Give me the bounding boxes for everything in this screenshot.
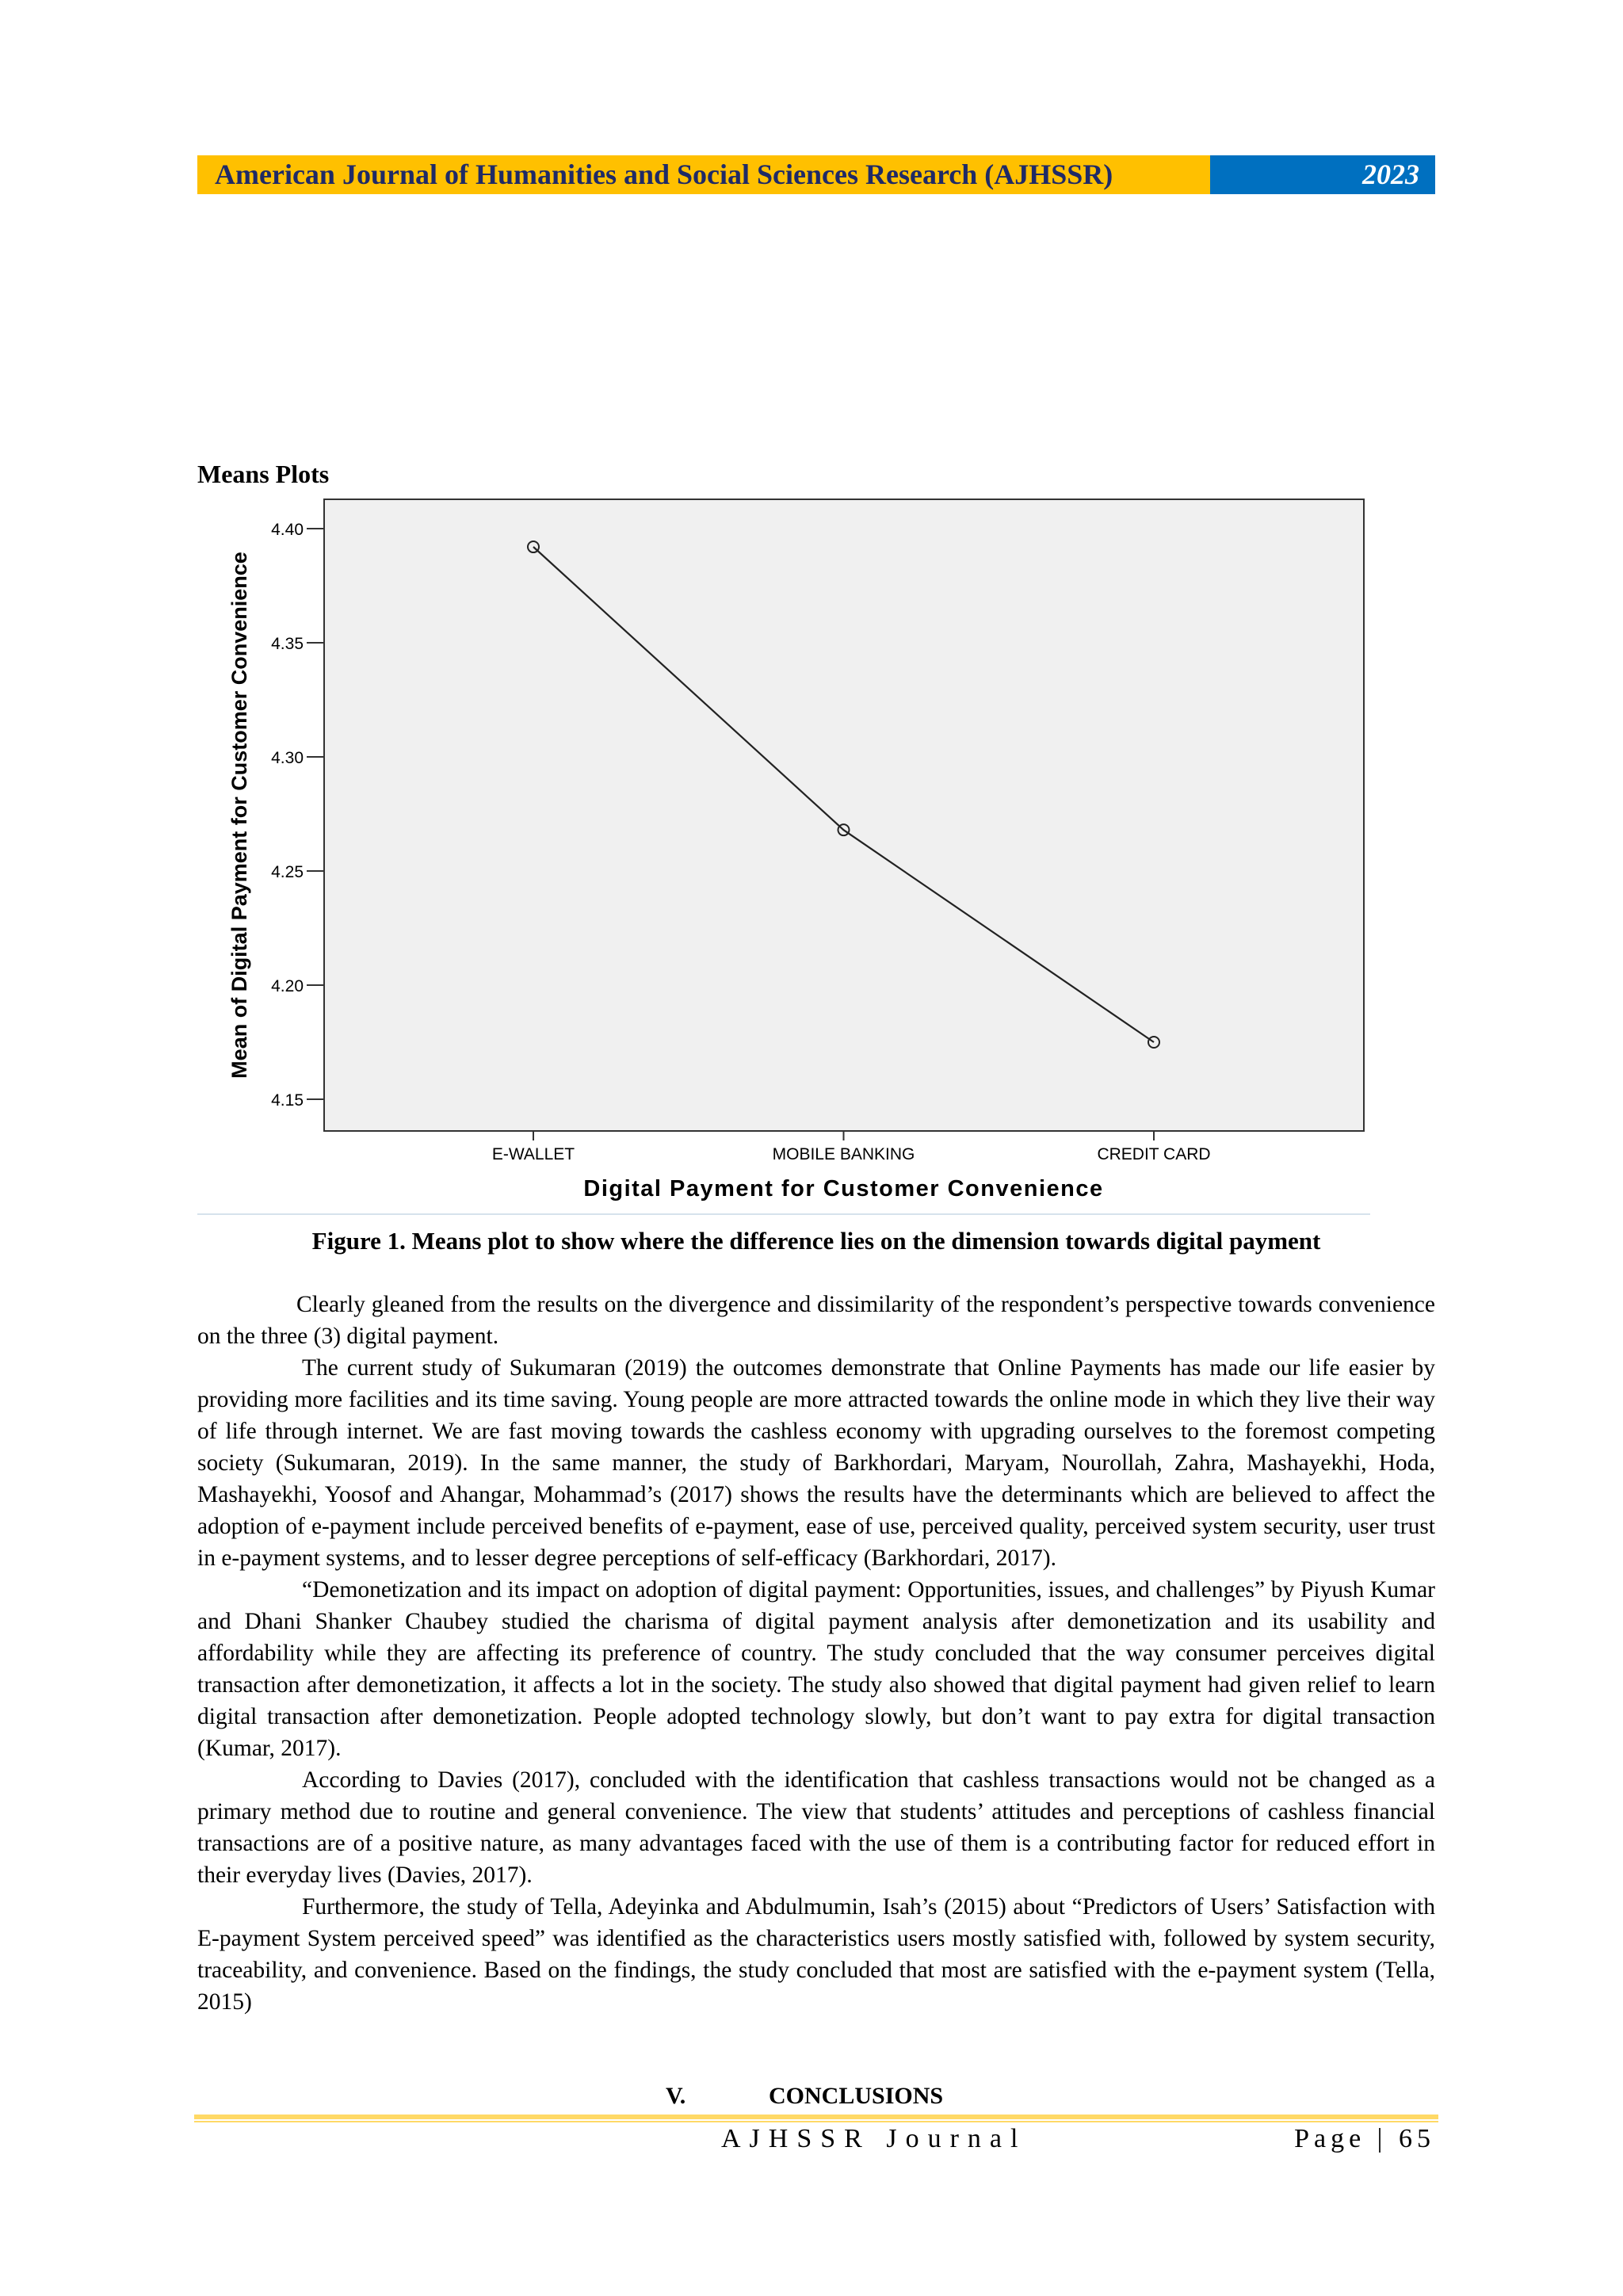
figure-caption: Figure 1. Means plot to show where the difference lies on the dimension towards digital payment [311,1227,1321,1255]
body-text [197,1289,1435,2018]
y-axis-label: Mean of Digital Payment for Customer Convenience [227,552,251,1079]
paragraph: “Demonetization and its impact on adoption of digital payment: Opportunities, issues, and challenges” by Piyush Kumar and Dhani Shanker Chaubey studied the charisma of digital payment analysis after demonetization and its usability and affordability while they are affecting its preference of country. The study concluded that the way consumer perceives digital transaction after demonetization, it affects a lot in the society. The study also showed that digital payment had given relief to learn digital transaction after demonetization. People adopted technology slowly, but don’t want to pay extra for digital transaction (Kumar, 2017). [197,1577,1435,1761]
journal-title: American Journal of Humanities and Social Sciences Research (AJHSSR) [197,155,1210,194]
journal-header-bar [197,155,1435,194]
paragraph: Clearly gleaned from the results on the divergence and dissimilarity of the respondent’s perspective towards convenience on the three (3) digital payment. [197,1292,1435,1349]
footer-rule-thin [194,2121,1438,2122]
y-tick-label: 4.20 [271,977,304,995]
footer-journal-name: AJHSSR Journal [721,2124,1027,2153]
footer-rule [194,2115,1438,2119]
x-tick-label: MOBILE BANKING [772,1145,915,1163]
x-tick-label: E-WALLET [491,1145,575,1163]
y-tick-label: 4.40 [271,521,304,539]
footer-page-number: Page | 65 [1294,2124,1435,2153]
x-tick-label: CREDIT CARD [1097,1145,1211,1163]
chart-divider [197,1213,1370,1215]
section-label: Means Plots [197,460,330,488]
y-tick-label: 4.35 [271,635,304,653]
plot-area [324,499,1364,1131]
paragraph: The current study of Sukumaran (2019) the outcomes demonstrate that Online Payments has made our life easier by providing more facilities and its time saving. Young people are more attracted towards the online mode in which they live their way of life through internet. We are fast moving towards the cashless economy with upgrading ourselves to the foremost competing society (Sukumaran, 2019). In the same manner, the study of Barkhordari, Maryam, Nourollah, Zahra, Mashayekhi, Hoda, Mashayekhi, Yoosof and Ahangar, Mohammad’s (2017) shows the results have the determinants which are believed to affect the adoption of e-payment include perceived benefits of e-payment, ease of use, perceived quality, perceived system security, user trust in e-payment systems, and to lesser degree perceptions of self-efficacy (Barkhordari, 2017). [197,1355,1435,1571]
y-tick-label: 4.15 [271,1091,304,1110]
section-number: V. [666,2083,686,2109]
y-tick-label: 4.30 [271,749,304,767]
paragraph: Furthermore, the study of Tella, Adeyinka and Abdulmumin, Isah’s (2015) about “Predictors of Users’ Satisfaction with E-payment System perceived speed” was identified as the characteristics users mostly satisfied with, followed by system security, traceability, and convenience. Based on the findings, the study concluded that most are satisfied with the e-payment system (Tella, 2015) [197,1894,1435,2015]
journal-year: 2023 [1210,155,1435,194]
section-title: CONCLUSIONS [769,2083,944,2109]
paragraph: According to Davies (2017), concluded with the identification that cashless transactions would not be changed as a primary method due to routine and general convenience. The view that students’ attitudes and perceptions of cashless financial transactions are of a positive nature, as many advantages faced with the use of them is a contributing factor for reduced effort in their everyday lives (Davies, 2017). [197,1767,1435,1888]
x-axis [492,1131,1211,1163]
conclusions-heading [666,2083,943,2110]
means-plot-chart [197,487,1370,1201]
y-axis [271,521,324,1110]
means-plot-svg [197,487,1370,1201]
x-axis-label: Digital Payment for Customer Convenience [583,1176,1104,1201]
y-tick-label: 4.25 [271,863,304,881]
